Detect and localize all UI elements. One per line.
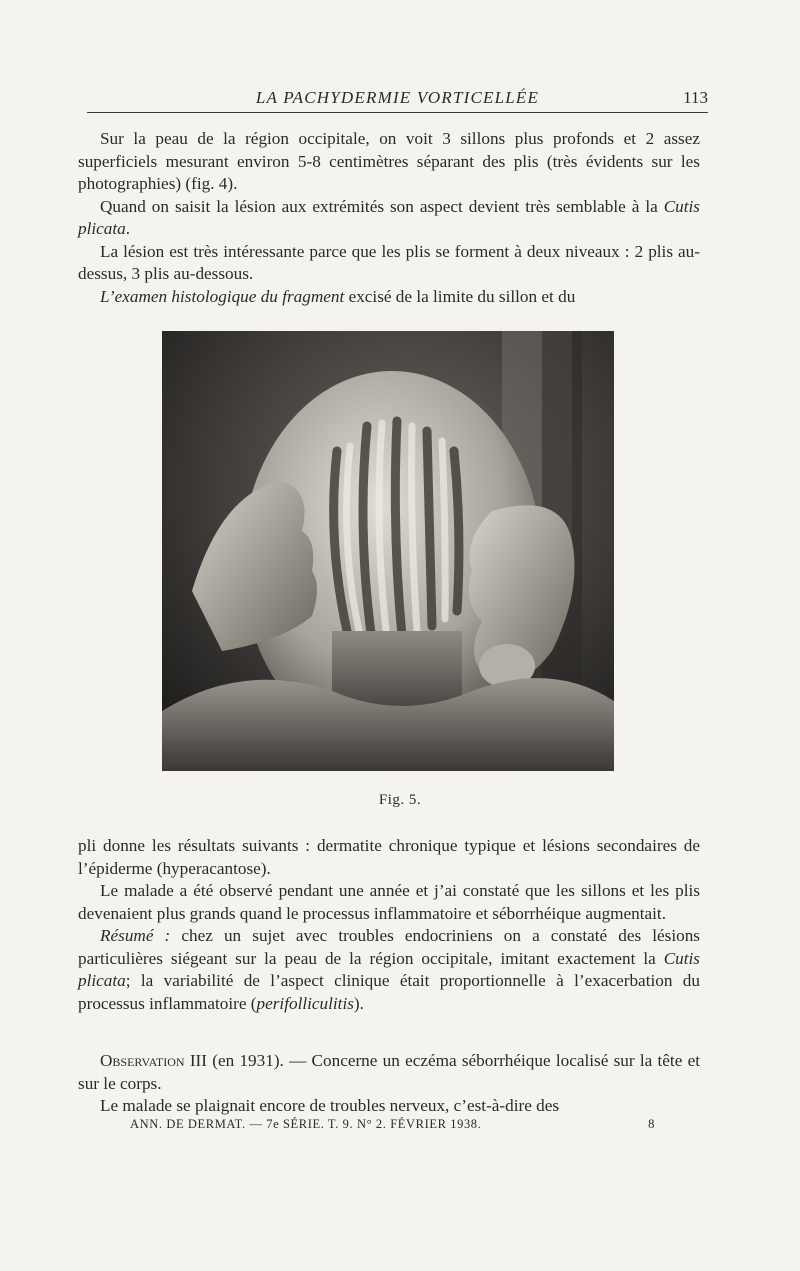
paragraph-text: La lésion est très intéressante parce que les plis se forment à deux niveaux : 2 plis au-dessus, 3 plis au-dessous. [78,241,700,283]
paragraph-text: excisé de la limite du sillon et du [344,286,576,306]
paragraph-text: chez un sujet avec troubles endocriniens on a constaté des lésions particulières siégeant sur la peau de la région occipitale, imitant exactement la [78,926,700,968]
paragraph [78,1095,700,1118]
figure-caption: Fig. 5. [378,792,422,808]
italic-term: Résumé : [100,926,171,945]
paragraph [78,286,700,309]
text-block-bottom [78,1050,700,1118]
paragraph-text: Le malade a été observé pendant une année et j’ai constaté que les sillons et les plis devenaient plus grands quand le processus inflammatoire et séborrhéique augmentait. [78,881,700,923]
italic-term: L’examen histologique du fragment [100,286,345,306]
text-block-top [78,128,700,308]
paragraph-text: . [125,219,131,238]
paragraph [78,196,700,241]
paragraph-text: III (en 1931). — Concerne un eczéma séborrhéique localisé sur la tête et sur le corps. [78,1051,700,1093]
page-number: 113 [683,88,708,107]
italic-term: Cutis plicata [78,196,700,238]
sheet-number: 8 [648,1117,655,1131]
figure-photograph [162,331,614,771]
italic-term: perifolliculitis [256,993,354,1013]
running-head [87,86,708,113]
journal-citation: ANN. DE DERMAT. — 7e SÉRIE. T. 9. N° 2. FÉVRIER 1938. [130,1117,482,1131]
paragraph-text: Quand on saisit la lésion aux extrémités son aspect devient très semblable à la [100,196,664,216]
paragraph [78,128,700,196]
running-title: LA PACHYDERMIE VORTICELLÉE [255,88,540,107]
journal-footer [130,1117,655,1132]
paragraph-text: ; la variabilité de l’aspect clinique était proportionnelle à l’exacerbation du processus inflammatoire ( [78,971,700,1013]
paragraph [78,835,700,880]
paragraph [78,241,700,286]
paragraph [78,925,700,1015]
paragraph-text: ). [353,993,364,1013]
paragraph [78,1050,700,1095]
occipital-folds-photo [162,331,614,771]
paragraph-text: Sur la peau de la région occipitale, on voit 3 sillons plus profonds et 2 assez superficiels mesurant environ 5-8 centimètres séparant des plis (très évidents sur les photographies) (fig. 4). [78,129,700,193]
paragraph-text: Le malade se plaignait encore de troubles nerveux, c’est-à-dire des [100,1096,560,1115]
paragraph-text: pli donne les résultats suivants : dermatite chronique typique et lésions secondaires de l’épiderme (hyperacantose). [78,836,700,878]
text-block-middle [78,835,700,1015]
section-label: Observation [100,1051,185,1070]
paragraph [78,880,700,925]
italic-term: Cutis plicata [78,948,700,990]
